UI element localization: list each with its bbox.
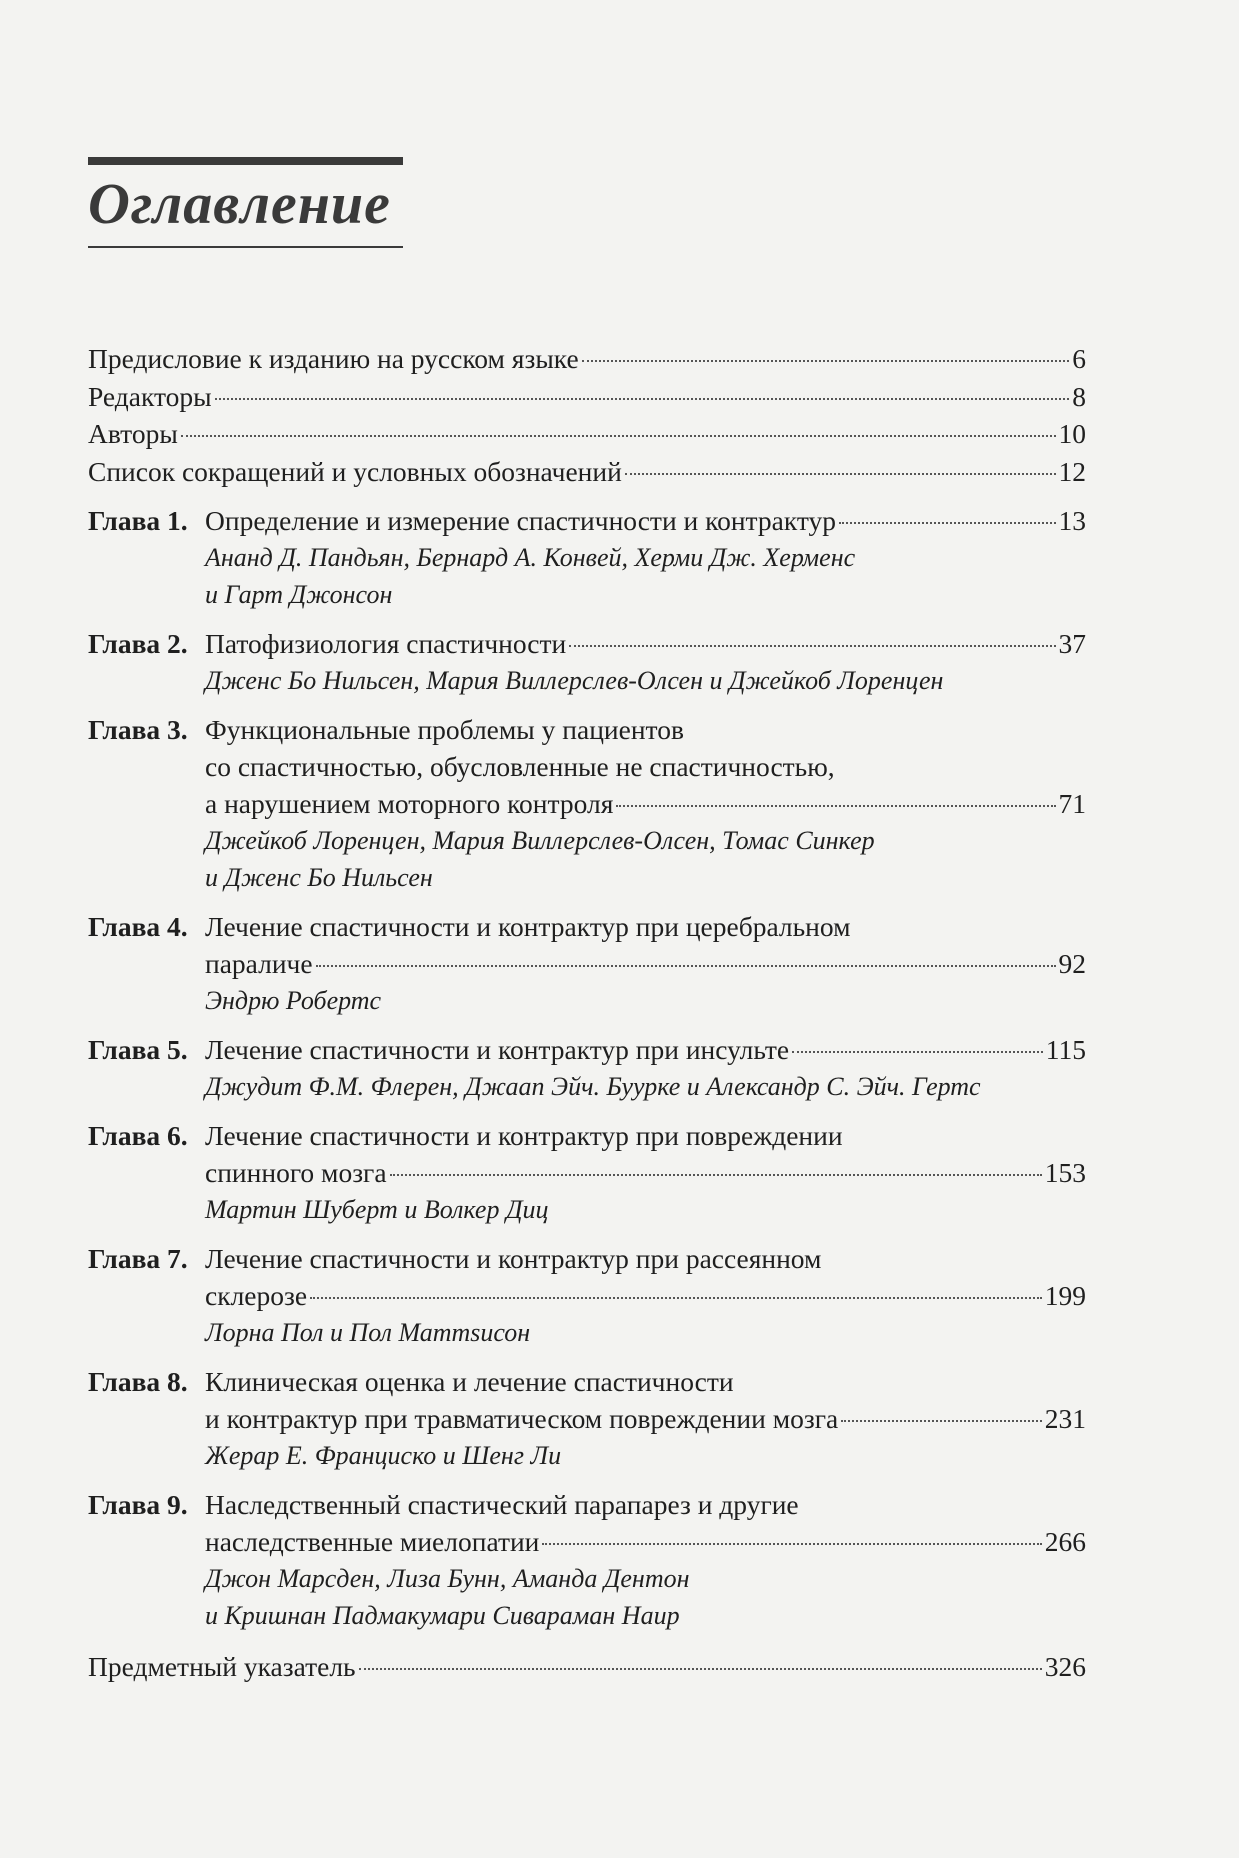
chapter-label: Глава 4. (88, 911, 188, 942)
chapter-authors: Джон Марсден, Лиза Бунн, Аманда Дентон (205, 1564, 690, 1593)
entry-title: Редакторы (88, 380, 212, 412)
index-entry-page: 326 (1044, 1651, 1086, 1682)
leader-dots (310, 1297, 1042, 1299)
leader-dots (792, 1051, 1043, 1053)
chapter-title-line (205, 1240, 1086, 1277)
leader-dots (582, 360, 1070, 362)
chapter-title-text: Лечение спастичности и контрактур при инсульте (205, 1034, 790, 1065)
leader-dots (841, 1420, 1042, 1422)
leader-dots (839, 522, 1055, 524)
chapter-title-text: Лечение спастичности и контрактур при церебральном (205, 911, 851, 942)
entry-title: Авторы (88, 418, 178, 449)
chapter-authors: Ананд Д. Пандьян, Бернард А. Конвей, Херми Дж. Херменс (205, 543, 856, 572)
chapter-body (205, 711, 1086, 896)
chapter-page: 231 (1044, 1403, 1086, 1434)
chapter-authors: Жерар Е. Франциско и Шенг Ли (205, 1441, 562, 1470)
chapter-body (205, 1031, 1086, 1105)
chapter-title-line (205, 1031, 1086, 1068)
chapter-entry[interactable] (88, 1031, 1086, 1105)
chapter-title-line (205, 785, 1086, 822)
chapter-entry[interactable] (88, 502, 1086, 613)
entry-title: Предисловие к изданию на русском языке (88, 343, 579, 374)
chapter-title-text: Наследственный спастический парапарез и другие (205, 1489, 799, 1520)
chapter-title-text: со спастичностью, обусловленные не спастичностью, (205, 751, 835, 782)
chapter-authors: Лорна Пол и Пол Маттsисон (205, 1318, 531, 1347)
chapter-body (205, 502, 1086, 613)
chapter-title-line (205, 1154, 1086, 1191)
chapter-row (88, 1117, 1086, 1228)
chapter-list (88, 502, 1086, 1634)
chapter-title-text: Определение и измерение спастичности и контрактур (205, 505, 837, 536)
entry-page: 6 (1072, 343, 1086, 374)
chapter-row (88, 502, 1086, 613)
leader-dots (625, 473, 1056, 475)
chapter-row (88, 1240, 1086, 1351)
front-matter-entry[interactable] (88, 378, 1086, 416)
chapter-body (205, 1117, 1086, 1228)
chapter-entry[interactable] (88, 1363, 1086, 1474)
entry-title: Список сокращений и условных обозначений (88, 455, 622, 487)
leader-dots (181, 435, 1056, 437)
chapter-row (88, 1486, 1086, 1634)
chapter-page: 115 (1045, 1034, 1086, 1065)
chapter-body (205, 1486, 1086, 1634)
chapter-title-line (205, 711, 1086, 748)
chapter-page: 37 (1058, 628, 1086, 659)
chapter-authors: и Гарт Джонсон (205, 580, 393, 609)
index-entry-title: Предметный указатель (88, 1651, 356, 1682)
chapter-page: 71 (1058, 788, 1086, 819)
chapter-title-text: наследственные миелопатии (205, 1526, 540, 1557)
chapter-title-text: Клиническая оценка и лечение спастичности (205, 1366, 734, 1397)
chapter-title-line (205, 908, 1086, 945)
page-title: Оглавление (88, 171, 391, 236)
chapter-body (205, 1363, 1086, 1474)
chapter-title-text: Патофизиология спастичности (205, 628, 567, 659)
chapter-title-text: параличе (205, 948, 313, 979)
chapter-row (88, 1363, 1086, 1474)
leader-dots (316, 965, 1056, 967)
table-of-contents (88, 340, 1086, 1686)
entry-page: 10 (1058, 418, 1086, 449)
front-matter-list (88, 340, 1086, 490)
chapter-body (205, 908, 1086, 1019)
chapter-title-text: склерозе (205, 1280, 308, 1311)
chapter-authors: Дженс Бо Нильсен, Мария Виллерслев-Олсен и Джейкоб Лоренцен (205, 666, 944, 695)
entry-page: 12 (1058, 455, 1086, 487)
chapter-entry[interactable] (88, 908, 1086, 1019)
leader-dots (616, 805, 1055, 807)
chapter-authors: Эндрю Робертс (205, 986, 382, 1015)
leader-dots (215, 398, 1070, 400)
chapter-title-line (205, 1486, 1086, 1523)
chapter-title-line (205, 1117, 1086, 1154)
chapter-page: 92 (1058, 948, 1086, 979)
chapter-title-line (205, 945, 1086, 982)
chapter-title-text: Функциональные проблемы у пациентов (205, 714, 684, 745)
chapter-authors: Мартин Шуберт и Волкер Диц (205, 1195, 549, 1224)
chapter-row (88, 908, 1086, 1019)
chapter-label: Глава 5. (88, 1034, 188, 1065)
chapter-row (88, 1031, 1086, 1105)
chapter-body (205, 625, 1086, 699)
chapter-label: Глава 1. (88, 505, 188, 536)
chapter-title-line (205, 1523, 1086, 1560)
chapter-label: Глава 6. (88, 1120, 188, 1151)
chapter-row (88, 625, 1086, 699)
entry-page: 8 (1072, 380, 1086, 412)
chapter-authors: Джудит Ф.М. Флерен, Джаап Эйч. Буурке и Александр С. Эйч. Гертс (205, 1072, 981, 1101)
chapter-title-line (205, 1363, 1086, 1400)
chapter-title-text: Лечение спастичности и контрактур при рассеянном (205, 1243, 822, 1274)
chapter-label: Глава 2. (88, 628, 188, 659)
chapter-page: 153 (1044, 1157, 1086, 1188)
leader-dots (569, 645, 1055, 647)
chapter-entry[interactable] (88, 711, 1086, 896)
chapter-page: 266 (1044, 1526, 1086, 1557)
chapter-page: 199 (1044, 1280, 1086, 1311)
leader-dots (390, 1174, 1042, 1176)
chapter-page: 13 (1058, 505, 1086, 536)
chapter-label: Глава 3. (88, 714, 188, 745)
chapter-entry[interactable] (88, 1117, 1086, 1228)
chapter-label: Глава 8. (88, 1366, 188, 1397)
front-matter-entry[interactable] (88, 340, 1086, 378)
chapter-title-text: а нарушением моторного контроля (205, 788, 614, 819)
chapter-title-line (205, 1400, 1086, 1437)
chapter-entry[interactable] (88, 625, 1086, 699)
chapter-entry[interactable] (88, 1240, 1086, 1351)
front-matter-entry[interactable] (88, 453, 1086, 491)
chapter-title-line (205, 1277, 1086, 1314)
leader-dots (542, 1543, 1041, 1545)
chapter-authors: и Дженс Бо Нильсен (205, 863, 433, 892)
chapter-body (205, 1240, 1086, 1351)
chapter-entry[interactable] (88, 1486, 1086, 1634)
chapter-authors: и Кришнан Падмакумари Сивараман Наир (205, 1601, 680, 1630)
front-matter-entry[interactable] (88, 415, 1086, 453)
chapter-row (88, 711, 1086, 896)
chapter-title-text: спинного мозга (205, 1157, 387, 1188)
chapter-title-line (205, 502, 1086, 539)
chapter-authors: Джейкоб Лоренцен, Мария Виллерслев-Олсен, Томас Синкер (205, 826, 875, 855)
chapter-title-text: и контрактур при травматическом повреждении мозга (205, 1403, 839, 1434)
chapter-title-text: Лечение спастичности и контрактур при повреждении (205, 1120, 843, 1151)
chapter-title-line (205, 748, 1086, 785)
chapter-title-line (205, 625, 1086, 662)
heading-rule-bottom (88, 246, 403, 248)
leader-dots (359, 1668, 1042, 1670)
index-entry[interactable] (88, 1648, 1086, 1686)
chapter-label: Глава 7. (88, 1243, 188, 1274)
chapter-label: Глава 9. (88, 1489, 188, 1520)
heading-rule-top (88, 157, 403, 165)
